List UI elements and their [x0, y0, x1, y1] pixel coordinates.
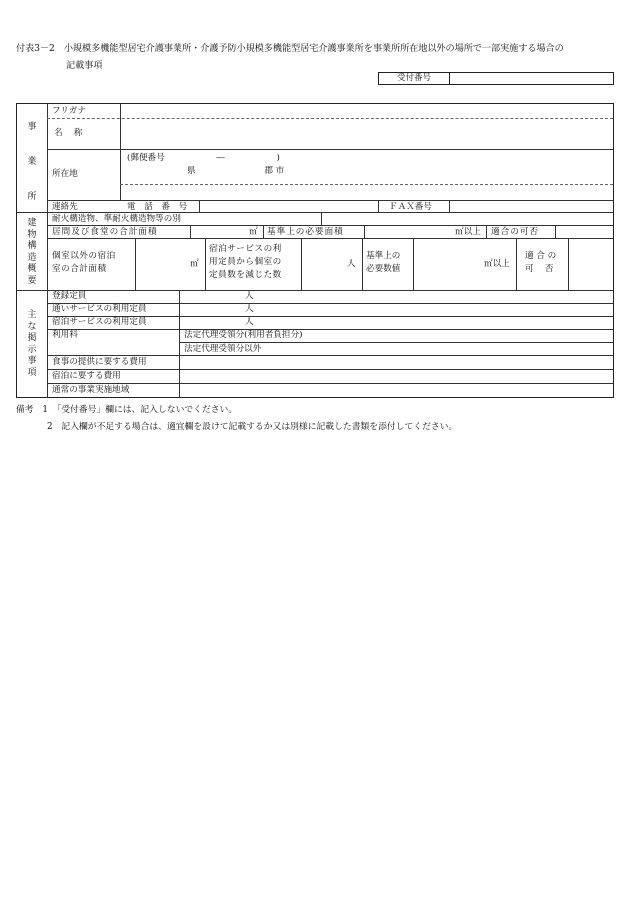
address-label: 所在地 — [52, 169, 78, 179]
standard-area-label: 基準上の必要面積 — [267, 227, 344, 237]
furigana-input[interactable] — [123, 106, 603, 116]
remark-2: 2 記入欄が不足する場合は、適宜欄を設けて記載するか又は別様に記載した書類を添付してください。 — [47, 422, 458, 432]
fax-input[interactable] — [453, 202, 603, 212]
receipt-number-field[interactable] — [450, 73, 613, 84]
stay-capacity-unit: 人 — [347, 259, 356, 269]
remark-1: 1 「受付番号」欄には、記入しないでください。 — [42, 405, 238, 415]
private-room-area-label: 個室以外の宿泊 室の合計面積 — [52, 251, 116, 274]
living-dining-area-label: 居間及び食堂の合計面積 — [52, 227, 158, 237]
phone-label: 電 話 番 号 — [127, 202, 188, 212]
fax-label: ＦＡＸ番号 — [389, 202, 432, 212]
meal-cost-label: 食事の提供に要する費用 — [52, 357, 147, 367]
day-service-capacity-label: 通いサービスの利用定員 — [52, 304, 147, 314]
stay-cost-label: 宿泊に要する費用 — [52, 371, 121, 381]
standard-value-label: 基準上の 必要数値 — [366, 251, 401, 274]
fee-label: 利用料 — [52, 330, 78, 340]
postal-code-text: (郵便番号 ― ) — [127, 153, 280, 163]
standard-value-unit: ㎡以上 — [484, 259, 510, 269]
building-section-label: 建 物 構 造 概 要 — [27, 218, 37, 286]
standard-area-unit: ㎡以上 — [455, 227, 481, 237]
service-area-label: 通常の事業実施地域 — [52, 385, 130, 395]
prefecture-city-text: 県 郡 市 — [187, 166, 285, 176]
compliance-label: 適合の可否 — [491, 227, 539, 237]
fee-sub-1: 法定代理受領分(利用者負担分) — [184, 330, 303, 340]
compliance-label-2: 適 合 の 可 否 — [525, 251, 557, 274]
stay-service-capacity-label: 宿泊サービスの利用定員 — [52, 317, 147, 327]
name-label: 名 称 — [54, 128, 83, 138]
receipt-number-box — [378, 72, 614, 85]
fireproof-label: 耐火構造物、準耐火構造物等の別 — [52, 214, 181, 224]
receipt-number-label: 受付番号 — [379, 73, 450, 84]
contact-label: 連絡先 — [52, 202, 78, 212]
remarks — [16, 402, 457, 436]
private-room-area-unit: ㎡ — [190, 259, 199, 269]
name-input[interactable] — [123, 122, 603, 146]
registered-capacity-unit: 人 — [245, 291, 254, 301]
form-title-line1: 付表3－2 小規模多機能型居宅介護事業所・介護予防小規模多機能型居宅介護事業所を事業所所在地以外の場所で一部実施する場合の — [16, 43, 564, 54]
application-form-table — [16, 103, 614, 398]
stay-service-capacity-unit: 人 — [245, 317, 254, 327]
form-title-line2: 記載事項 — [66, 60, 103, 71]
stay-capacity-label: 宿泊サービスの利 用定員から個室の 定員数を減じた数 — [209, 244, 282, 280]
day-service-capacity-unit: 人 — [245, 304, 254, 314]
remarks-prefix: 備考 — [16, 405, 34, 415]
furigana-label: フリガナ — [52, 106, 86, 116]
business-section-label: 事 業 所 — [27, 122, 37, 202]
notice-section-label: 主 な 掲 示 事 項 — [27, 310, 37, 378]
fee-sub-2: 法定代理受領分以外 — [184, 344, 262, 354]
registered-capacity-label: 登録定員 — [52, 291, 87, 301]
living-dining-area-unit: ㎡ — [249, 227, 258, 237]
form-title — [16, 40, 621, 74]
phone-input[interactable] — [203, 202, 373, 212]
